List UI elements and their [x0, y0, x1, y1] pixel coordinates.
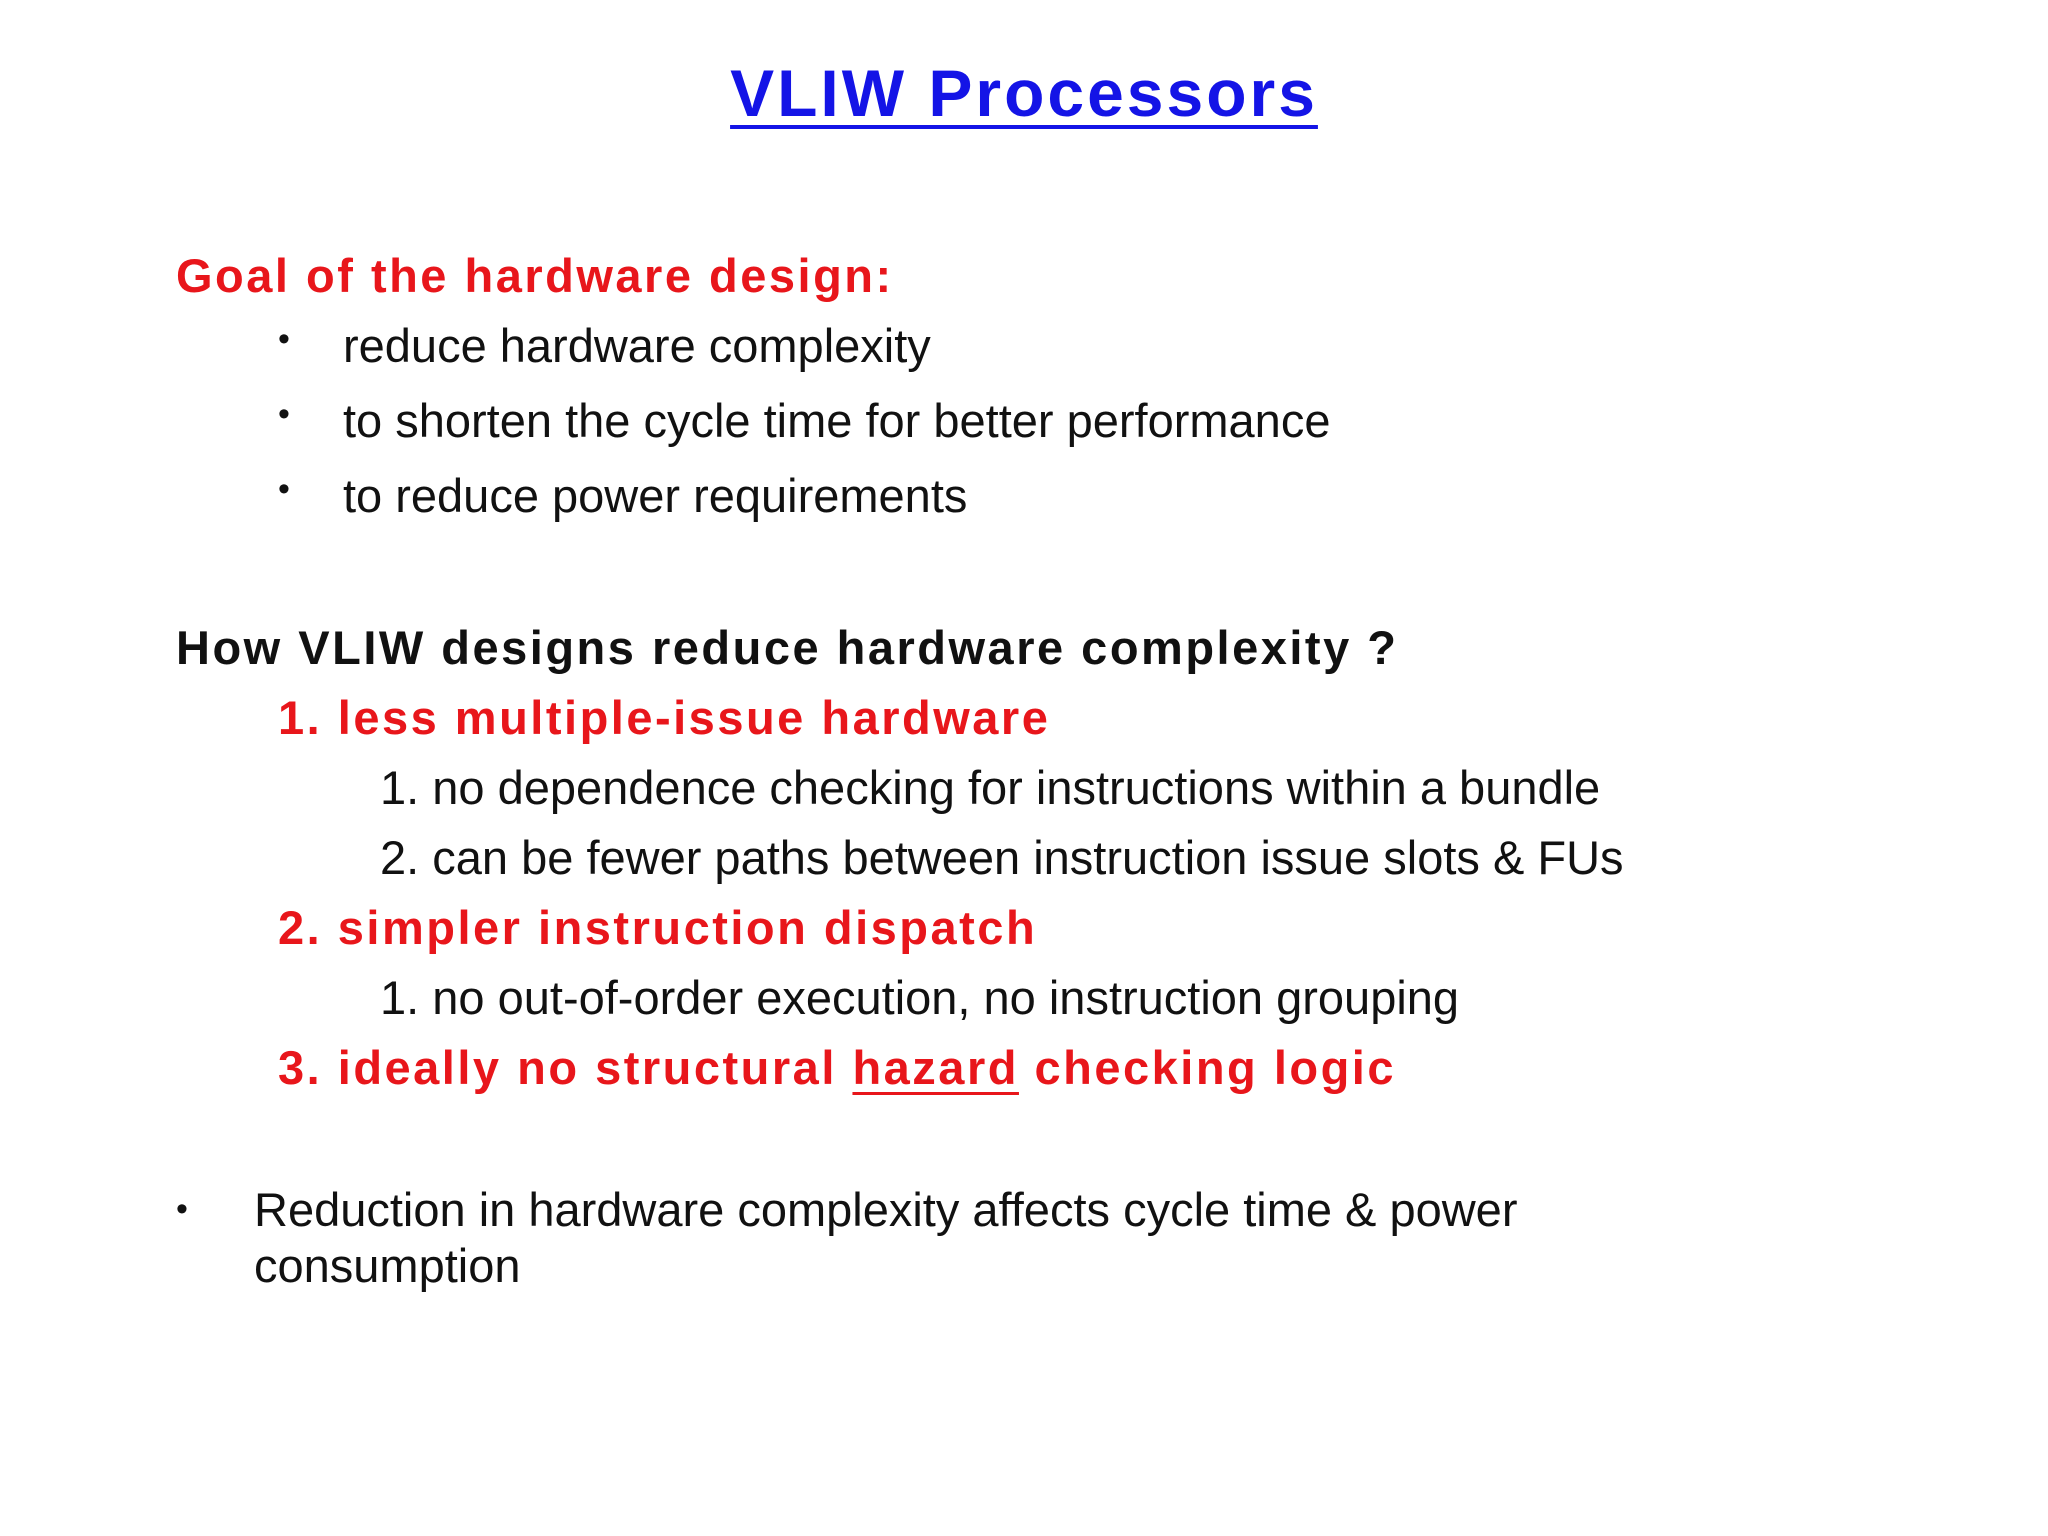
sub-item-text: no dependence checking for instructions within a bundle — [432, 761, 1601, 814]
point-heading-3 — [278, 1040, 1396, 1095]
bullet-icon: • — [278, 320, 290, 358]
point-number: 2. — [278, 901, 323, 954]
point-label-before: ideally no structural — [337, 1041, 837, 1094]
point-heading-1 — [278, 690, 1050, 745]
bullet-icon: • — [176, 1190, 188, 1228]
bottom-bullet-line2: consumption — [254, 1239, 521, 1292]
goal-bullet-text: reduce hardware complexity — [343, 319, 931, 372]
how-heading: How VLIW designs reduce hardware complexity ? — [176, 621, 1399, 674]
bullet-icon: • — [278, 395, 290, 433]
sub-item — [380, 830, 1624, 885]
goal-bullet-text: to shorten the cycle time for better performance — [343, 394, 1331, 447]
goal-heading: Goal of the hardware design: — [176, 249, 894, 302]
sub-item-text: can be fewer paths between instruction issue slots & FUs — [432, 831, 1624, 884]
sub-item — [380, 970, 1459, 1025]
point-number: 3. — [278, 1041, 323, 1094]
sub-item-number: 1. — [380, 971, 420, 1024]
hazard-link-text: hazard — [852, 1041, 1019, 1094]
sub-item — [380, 760, 1600, 815]
bottom-bullet-line1: Reduction in hardware complexity affects cycle time & power — [254, 1183, 1518, 1236]
point-number: 1. — [278, 691, 323, 744]
bullet-icon: • — [278, 470, 290, 508]
sub-item-text: no out-of-order execution, no instruction grouping — [432, 971, 1460, 1024]
point-label: simpler instruction dispatch — [337, 901, 1038, 954]
point-label-after: checking logic — [1034, 1041, 1396, 1094]
point-heading-2 — [278, 900, 1037, 955]
point-label: less multiple-issue hardware — [337, 691, 1051, 744]
slide-title: VLIW Processors — [730, 56, 1318, 130]
sub-item-number: 1. — [380, 761, 420, 814]
goal-bullet-text: to reduce power requirements — [343, 469, 968, 522]
sub-item-number: 2. — [380, 831, 420, 884]
